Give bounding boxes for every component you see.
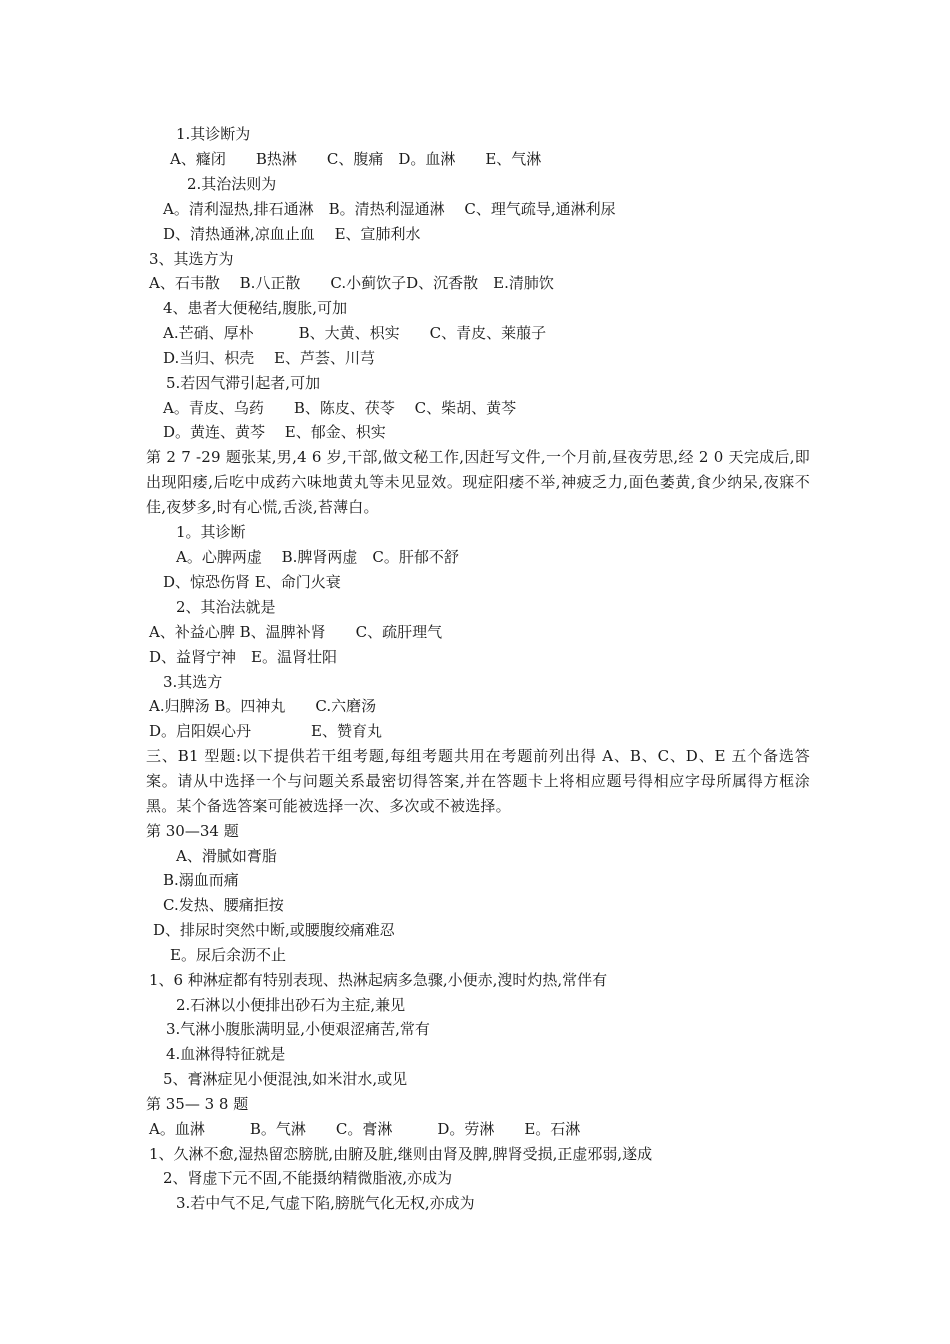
options-line: D、清热通淋,凉血止血 E、宣肺利水 <box>163 225 421 243</box>
options-line: A、石韦散 B.八正散 C.小蓟饮子D、沉香散 E.清肺饮 <box>149 274 554 292</box>
option-item: C.发热、腰痛拒按 <box>163 896 284 914</box>
options-line: A.归脾汤 B。四神丸 C.六磨汤 <box>149 697 377 715</box>
section-instructions: 三、B1 型题:以下提供若干组考题,每组考题共用在考题前列出得 A、B、C、D、E 五个备选答案。请从中选择一个与问题关系最密切得答案,并在答题卡上将相应题号得相应字母所属得方框涂黑。某个备选答案可能被选择一次、多次或不被选择。 <box>146 747 810 815</box>
options-line: D、惊恐伤肾 E、命门火衰 <box>163 573 341 591</box>
question-line: 3.其选方 <box>163 673 223 691</box>
question-line: 4.血淋得特征就是 <box>166 1045 286 1063</box>
section-heading: 第 35— 3 8 题 <box>146 1095 249 1113</box>
options-line: A、癃闭 B热淋 C、腹痛 D。血淋 E、气淋 <box>170 150 542 168</box>
question-line: 3.若中气不足,气虚下陷,膀胱气化无权,亦成为 <box>176 1194 475 1212</box>
options-line: A。心脾两虚 B.脾肾两虚 C。肝郁不舒 <box>176 548 459 566</box>
question-line: 1、6 种淋症都有特别表现、热淋起病多急骤,小便赤,溲时灼热,常伴有 <box>149 971 608 989</box>
question-line: 2、其治法就是 <box>176 598 276 616</box>
question-line: 2、肾虚下元不固,不能摄纳精微脂液,亦成为 <box>163 1169 453 1187</box>
question-line: 2.其治法则为 <box>187 175 277 193</box>
option-item: D、排尿时突然中断,或腰腹绞痛难忍 <box>153 921 395 939</box>
question-line: 1。其诊断 <box>176 523 246 541</box>
options-line: D.当归、枳壳 E、芦荟、川芎 <box>163 349 375 367</box>
question-line: 1、久淋不愈,湿热留恋膀胱,由腑及脏,继则由肾及脾,脾肾受损,正虚邪弱,遂成 <box>149 1145 653 1163</box>
options-line: D。启阳娱心丹 E、赞育丸 <box>149 722 382 740</box>
options-line: D。黄连、黄芩 E、郁金、枳实 <box>163 423 386 441</box>
options-line: A。青皮、乌药 B、陈皮、茯苓 C、柴胡、黄芩 <box>163 399 517 417</box>
case-paragraph: 第 2 7 -29 题张某,男,4 6 岁,干部,做文秘工作,因赶写文件,一个月前,昼夜劳思,经 2 0 天完成后,即出现阳痿,后吃中成药六味地黄丸等未见显效。现症阳痿不举,神疲乏力,面色萎黄,食少纳呆,夜寐不佳,夜梦多,时有心慌,舌淡,苔薄白。 <box>146 448 810 516</box>
question-line: 5、膏淋症见小便混浊,如米泔水,或见 <box>163 1070 408 1088</box>
question-line: 4、患者大便秘结,腹胀,可加 <box>163 299 348 317</box>
question-line: 3、其选方为 <box>149 250 234 268</box>
question-line: 2.石淋以小便排出砂石为主症,兼见 <box>176 996 406 1014</box>
question-line: 3.气淋小腹胀满明显,小便艰涩痛苦,常有 <box>166 1020 430 1038</box>
option-item: A、滑腻如膏脂 <box>176 847 277 865</box>
option-item: B.溺血而痛 <box>163 871 239 889</box>
options-line: A、补益心脾 B、温脾补肾 C、疏肝理气 <box>149 623 443 641</box>
question-line: 5.若因气滞引起者,可加 <box>166 374 321 392</box>
section-heading: 第 30—34 题 <box>146 822 239 840</box>
option-item: E。尿后余沥不止 <box>170 946 286 964</box>
options-line: A.芒硝、厚朴 B、大黄、枳实 C、青皮、莱菔子 <box>163 324 547 342</box>
options-line: A。血淋 B。气淋 C。膏淋 D。劳淋 E。石淋 <box>149 1120 581 1138</box>
options-line: D、益肾宁神 E。温肾壮阳 <box>149 648 337 666</box>
options-line: A。清利湿热,排石通淋 B。清热利湿通淋 C、理气疏导,通淋利尿 <box>163 200 616 218</box>
question-line: 1.其诊断为 <box>176 125 251 143</box>
